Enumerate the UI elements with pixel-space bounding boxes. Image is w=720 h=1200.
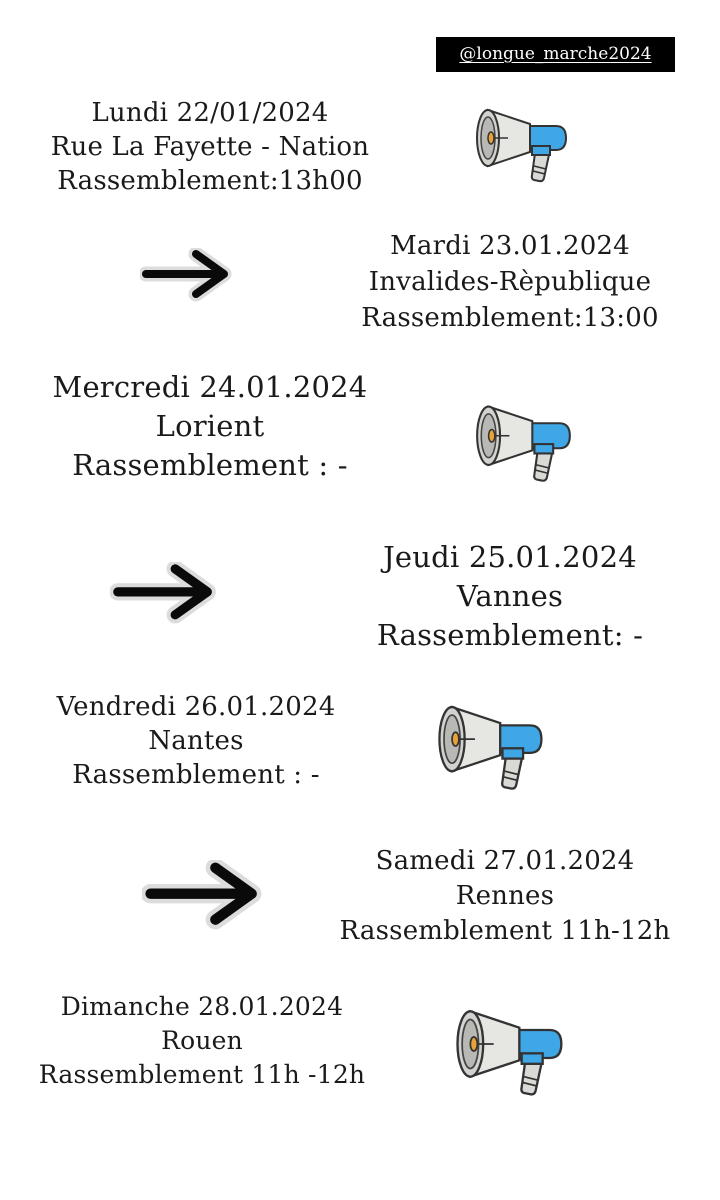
arrow-right-icon bbox=[140, 248, 236, 302]
event-place: Lorient bbox=[155, 409, 265, 443]
event-place: Nantes bbox=[148, 726, 244, 756]
handle-badge[interactable] bbox=[436, 37, 675, 72]
megaphone-icon bbox=[474, 104, 570, 184]
event-date: Mercredi 24.01.2024 bbox=[52, 370, 368, 404]
arrow-right-icon bbox=[110, 562, 222, 624]
event-place: Rennes bbox=[455, 881, 555, 911]
event-date: Vendredi 26.01.2024 bbox=[56, 692, 336, 722]
event-friday bbox=[26, 690, 366, 792]
event-date: Mardi 23.01.2024 bbox=[390, 231, 630, 261]
arrow-right-icon bbox=[142, 860, 268, 930]
event-saturday bbox=[335, 844, 675, 949]
event-place: Rue La Fayette - Nation bbox=[50, 132, 370, 162]
handle-link[interactable]: @longue_marche2024 bbox=[459, 44, 652, 64]
megaphone-icon bbox=[436, 700, 546, 792]
event-place: Invalides-Rèpublique bbox=[368, 267, 652, 297]
event-gathering: Rassemblement:13:00 bbox=[361, 303, 659, 333]
event-gathering: Rassemblement:13h00 bbox=[57, 166, 363, 196]
event-gathering: Rassemblement 11h -12h bbox=[38, 1060, 366, 1089]
event-date: Jeudi 25.01.2024 bbox=[383, 540, 637, 574]
event-date: Dimanche 28.01.2024 bbox=[60, 992, 344, 1021]
event-wednesday bbox=[40, 368, 380, 485]
event-place: Vannes bbox=[456, 579, 564, 613]
megaphone-icon bbox=[474, 400, 574, 484]
event-gathering: Rassemblement: - bbox=[376, 618, 644, 652]
event-gathering: Rassemblement 11h-12h bbox=[339, 916, 671, 946]
event-gathering: Rassemblement : - bbox=[72, 760, 320, 790]
event-thursday bbox=[340, 538, 680, 655]
event-date: Lundi 22/01/2024 bbox=[91, 98, 329, 128]
megaphone-icon bbox=[454, 1004, 566, 1098]
event-sunday bbox=[32, 990, 372, 1092]
event-tuesday bbox=[340, 228, 680, 336]
event-monday bbox=[40, 96, 380, 198]
event-place: Rouen bbox=[161, 1026, 243, 1055]
event-date: Samedi 27.01.2024 bbox=[375, 846, 635, 876]
event-gathering: Rassemblement : - bbox=[72, 448, 348, 482]
